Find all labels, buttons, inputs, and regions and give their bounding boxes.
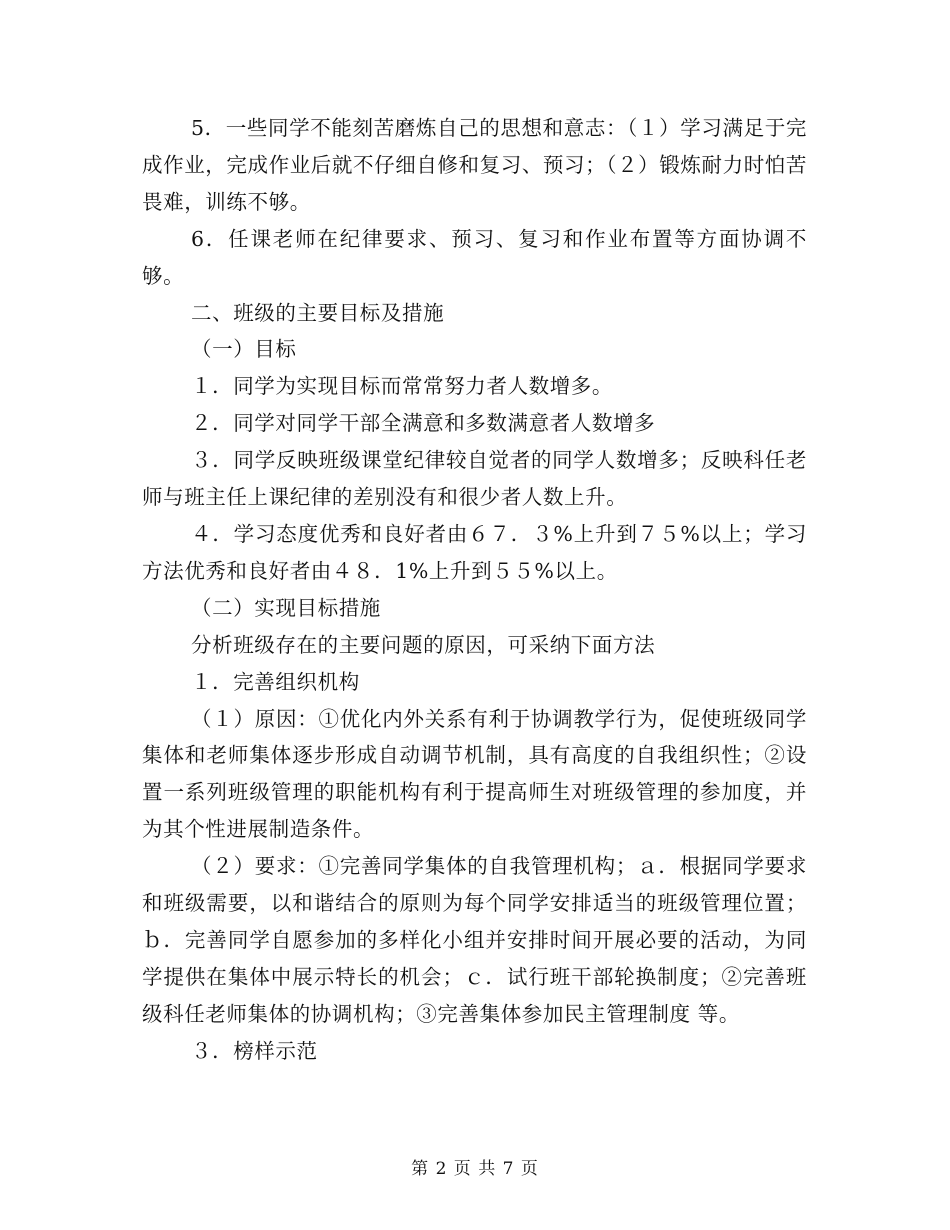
page-number-footer: 第 2 页 共 7 页 (411, 1159, 539, 1179)
measure-reason-paragraph: （１）原因：①优化内外关系有利于协调教学行为，促使班级同学集体和老师集体逐步形成自动调节机制，具有高度的自我组织性；②设置一系列班级管理的职能机构有利于提高师生对班级管理的参加度，并为其个性进展制造条件。 (142, 706, 807, 842)
measure-heading-organization: １．完善组织机构 (191, 669, 360, 694)
measure-requirement-paragraph: （２）要求：①完善同学集体的自我管理机构；ａ．根据同学要求和班级需要，以和谐结合的原则为每个同学安排适当的班级管理位置；ｂ．完善同学自愿参加的多样化小组并安排时间开展必要的活动，为同学提供在集体中展示特长的机会；ｃ．试行班干部轮换制度；②完善班级科任老师集体的协调机构；③完善集体参加民主管理制度 等。 (142, 854, 807, 1026)
document-body (142, 110, 807, 1070)
goal-item-3: ３．同学反映班级课堂纪律较自觉者的同学人数增多；反映科任老师与班主任上课纪律的差别没有和很少者人数上升。 (142, 448, 807, 510)
measure-heading-role-model: ３．榜样示范 (191, 1038, 318, 1063)
subsection-heading-goals: （一）目标 (191, 337, 297, 362)
goal-item-1: １．同学为实现目标而常常努力者人数增多。 (191, 374, 613, 399)
goal-item-4: ４．学习态度优秀和良好者由６７．３%上升到７５%以上；学习方法优秀和良好者由４８．1%上升到５５%以上。 (142, 521, 807, 583)
goal-item-2: ２．同学对同学干部全满意和多数满意者人数增多 (191, 411, 656, 436)
paragraph-item-5: 5．一些同学不能刻苦磨炼自己的思想和意志：（１）学习满足于完成作业，完成作业后就不仔细自修和复习、预习；（２）锻炼耐力时怕苦畏难，训练不够。 (142, 116, 807, 214)
section-heading-goals-measures: 二、班级的主要目标及措施 (191, 300, 445, 325)
subsection-heading-measures: （二）实现目标措施 (191, 595, 381, 620)
paragraph-item-6: 6．任课老师在纪律要求、预习、复习和作业布置等方面协调不够。 (142, 226, 807, 288)
analysis-intro: 分析班级存在的主要问题的原因，可采纳下面方法 (191, 632, 656, 657)
